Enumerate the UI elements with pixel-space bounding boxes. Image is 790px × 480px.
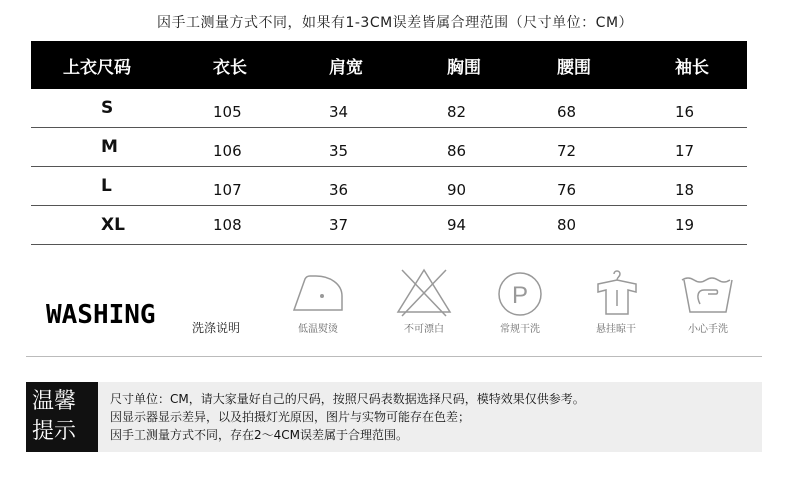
- no-bleach-icon: [392, 266, 456, 318]
- washing-subtitle: 洗涤说明: [192, 321, 241, 335]
- care-label: 常规干洗: [500, 324, 540, 335]
- tip-line: 因显示器显示差异，以及拍摄灯光原因，图片与实物可能存在色差；: [110, 410, 471, 424]
- care-item-bleach: [384, 266, 464, 335]
- value-cell: 86: [447, 132, 557, 171]
- value-cell: 36: [329, 171, 447, 210]
- measurement-note: 因手工测量方式不同，如果有1-3CM误差皆属合理范围（尺寸单位：CM）: [156, 15, 634, 31]
- table-row: [31, 89, 747, 128]
- value-cell: 82: [447, 93, 557, 132]
- value-cell: 90: [447, 171, 557, 210]
- value-cell: 18: [675, 171, 747, 210]
- tip-box: [26, 382, 762, 452]
- hang-dry-icon: [584, 266, 648, 318]
- tip-title-line: 温馨: [32, 389, 77, 414]
- care-label: 小心手洗: [688, 324, 728, 335]
- size-cell: M: [31, 128, 213, 167]
- header-chest: 胸围: [447, 41, 557, 89]
- header-shoulder: 肩宽: [329, 41, 447, 89]
- iron-low-temp-icon: [286, 266, 350, 318]
- header-sleeve: 袖长: [675, 41, 747, 89]
- size-cell: XL: [31, 206, 213, 245]
- care-item-dry-clean: [480, 266, 560, 335]
- value-cell: 17: [675, 132, 747, 171]
- washing-title: WASHING: [46, 300, 156, 330]
- table-row: [31, 206, 747, 245]
- tip-line: 尺寸单位：CM，请大家量好自己的尺码，按照尺码表数据选择尺码，模特效果仅供参考。: [110, 392, 585, 406]
- table-header-row: [31, 41, 747, 89]
- care-label: 悬挂晾干: [596, 324, 636, 335]
- value-cell: 107: [213, 171, 329, 210]
- header-waist: 腰围: [557, 41, 675, 89]
- care-item-hand-wash: [668, 266, 748, 335]
- care-label: 低温熨烫: [298, 324, 338, 335]
- care-item-hang-dry: [576, 266, 656, 335]
- divider: [26, 356, 762, 357]
- header-length: 衣长: [213, 41, 329, 89]
- dry-clean-icon: [488, 266, 552, 318]
- value-cell: 94: [447, 206, 557, 245]
- value-cell: 72: [557, 132, 675, 171]
- tip-title-line: 提示: [32, 419, 77, 444]
- value-cell: 76: [557, 171, 675, 210]
- table-row: [31, 167, 747, 206]
- value-cell: 108: [213, 206, 329, 245]
- value-cell: 19: [675, 206, 747, 245]
- value-cell: 106: [213, 132, 329, 171]
- tip-lines: [110, 390, 585, 444]
- hand-wash-icon: [676, 266, 740, 318]
- tip-line: 因手工测量方式不同，存在2～4CM误差属于合理范围。: [110, 428, 409, 442]
- value-cell: 35: [329, 132, 447, 171]
- svg-text:P: P: [511, 282, 529, 309]
- size-cell: S: [31, 89, 213, 128]
- care-item-iron: [278, 266, 358, 335]
- header-size: 上衣尺码: [31, 41, 213, 89]
- value-cell: 16: [675, 93, 747, 132]
- size-cell: L: [31, 167, 213, 206]
- tip-title: [26, 382, 98, 452]
- value-cell: 34: [329, 93, 447, 132]
- table-row: [31, 128, 747, 167]
- value-cell: 68: [557, 93, 675, 132]
- value-cell: 105: [213, 93, 329, 132]
- value-cell: 80: [557, 206, 675, 245]
- value-cell: 37: [329, 206, 447, 245]
- size-chart-table: [31, 41, 747, 245]
- care-label: 不可漂白: [404, 324, 444, 335]
